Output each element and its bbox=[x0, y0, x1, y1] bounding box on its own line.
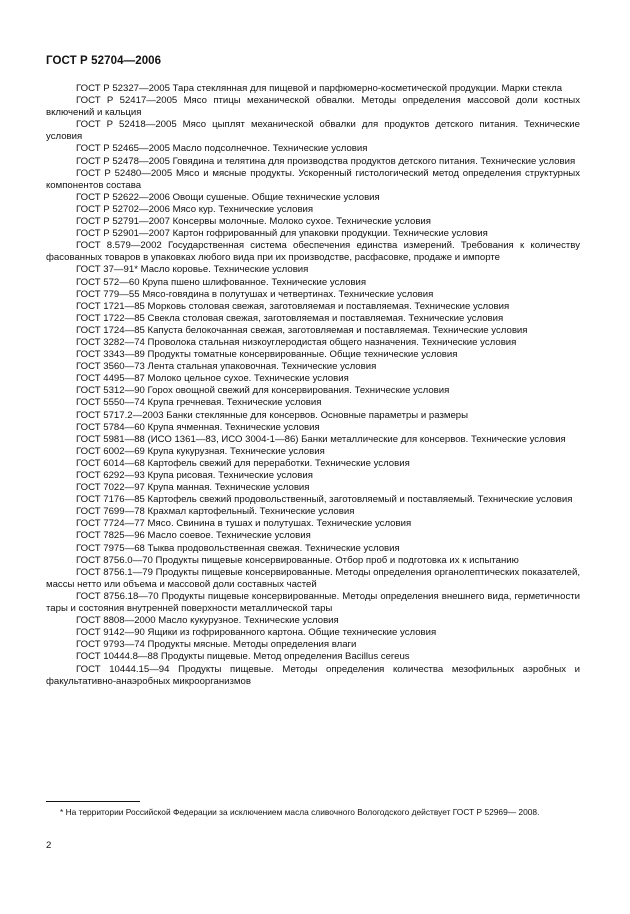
reference-item: ГОСТ 7825—96 Масло соевое. Технические условия bbox=[76, 530, 311, 542]
reference-item: ГОСТ Р 52327—2005 Тара стеклянная для пищевой и парфюмерно-косметической продукции. Марки стекла bbox=[76, 83, 563, 94]
reference-item: ГОСТ Р 52622—2006 Овощи сушеные. Общие технические условия bbox=[76, 191, 380, 203]
reference-item: ГОСТ 3282—74 Проволока стальная низкоуглеродистая общего назначения. Технические условия bbox=[76, 336, 517, 348]
reference-item: ГОСТ Р 52418—2005 Мясо цыплят механической обвалки для продуктов детского питания. Технические условия bbox=[46, 119, 580, 143]
reference-item: ГОСТ 6002—69 Крупа кукурузная. Технические условия bbox=[76, 445, 325, 457]
reference-item: ГОСТ Р 52478—2005 Говядина и телятина для производства продуктов детского питания. Технические условия bbox=[76, 155, 576, 167]
reference-item: ГОСТ 8756.1—79 Продукты пищевые консервированные. Методы определения органолептических показателей, массы нетто или объема и массовой доли составных частей bbox=[46, 566, 580, 590]
reference-item: ГОСТ 3560—73 Лента стальная упаковочная. Технические условия bbox=[76, 361, 377, 373]
reference-item: ГОСТ 37—91* Масло коровье. Технические условия bbox=[76, 264, 309, 276]
reference-item: ГОСТ 5550—74 Крупа гречневая. Технические условия bbox=[76, 397, 322, 409]
document-header: ГОСТ Р 52704—2006 bbox=[46, 55, 162, 67]
reference-item: ГОСТ 5784—60 Крупа ячменная. Технические условия bbox=[76, 421, 320, 433]
reference-item: ГОСТ Р 52791—2007 Консервы молочные. Молоко сухое. Технические условия bbox=[76, 216, 431, 228]
reference-item: ГОСТ Р 52417—2005 Мясо птицы механической обвалки. Методы определения массовой доли костных включений и кальция bbox=[46, 95, 580, 119]
reference-item: ГОСТ 8756.0—70 Продукты пищевые консервированные. Отбор проб и подготовка их к испытанию bbox=[76, 554, 519, 566]
reference-item: ГОСТ 5717.2—2003 Банки стеклянные для консервов. Основные параметры и размеры bbox=[76, 409, 469, 421]
reference-item: ГОСТ Р 52901—2007 Картон гофрированный для упаковки продукции. Технические условия bbox=[76, 228, 488, 240]
reference-item: ГОСТ 7699—78 Крахмал картофельный. Технические условия bbox=[76, 506, 355, 518]
reference-item: ГОСТ 7975—68 Тыква продовольственная свежая. Технические условия bbox=[76, 542, 400, 554]
reference-item: ГОСТ 4495—87 Молоко цельное сухое. Технические условия bbox=[76, 373, 349, 385]
reference-item: ГОСТ 5312—90 Горох овощной свежий для консервирования. Технические условия bbox=[76, 385, 450, 397]
footnote-divider bbox=[46, 801, 140, 802]
reference-item: ГОСТ 9793—74 Продукты мясные. Методы определения влаги bbox=[76, 639, 357, 651]
reference-item: ГОСТ Р 52702—2006 Мясо кур. Технические условия bbox=[76, 203, 314, 215]
normative-references-list bbox=[46, 83, 580, 688]
page-number: 2 bbox=[46, 840, 52, 851]
footnote: * На территории Российской Федерации за исключением масла сливочного Вологодского действует ГОСТ Р 52969— 2008. bbox=[60, 807, 540, 817]
reference-item: ГОСТ 8808—2000 Масло кукурузное. Технические условия bbox=[76, 615, 339, 627]
reference-item: ГОСТ 3343—89 Продукты томатные консервированные. Общие технические условия bbox=[76, 349, 458, 361]
reference-item: ГОСТ 1721—85 Морковь столовая свежая, заготовляемая и поставляемая. Технические условия bbox=[76, 300, 510, 312]
reference-item: ГОСТ 779—55 Мясо-говядина в полутушах и четвертинах. Технические условия bbox=[76, 288, 434, 300]
reference-item: ГОСТ 572—60 Крупа пшено шлифованное. Технические условия bbox=[76, 276, 367, 288]
reference-item: ГОСТ 8756.18—70 Продукты пищевые консервированные. Методы определения внешнего вида, герметичности тары и состояния внутренней поверхности металлической тары bbox=[46, 590, 580, 615]
reference-item: ГОСТ 6014—68 Картофель свежий для переработки. Технические условия bbox=[76, 457, 410, 469]
reference-item: ГОСТ Р 52465—2005 Масло подсолнечное. Технические условия bbox=[76, 143, 368, 155]
reference-item: ГОСТ 7724—77 Мясо. Свинина в тушах и полутушах. Технические условия bbox=[76, 518, 412, 530]
reference-item: ГОСТ 1722—85 Свекла столовая свежая, заготовляемая и поставляемая. Технические условия bbox=[76, 312, 504, 324]
reference-item: ГОСТ 6292—93 Крупа рисовая. Технические условия bbox=[76, 470, 313, 481]
reference-item: ГОСТ 7176—85 Картофель свежий продовольственный, заготовляемый и поставляемый. Технические условия bbox=[76, 494, 573, 506]
reference-item: ГОСТ Р 52480—2005 Мясо и мясные продукты. Ускоренный гистологический метод определения структурных компонентов состава bbox=[46, 167, 580, 191]
reference-item: ГОСТ 8.579—2002 Государственная система обеспечения единства измерений. Требования к количеству фасованных товаров в упаковках любого вида при их производстве, расфасовке, продаже и импорте bbox=[46, 240, 580, 264]
reference-item: ГОСТ 7022—97 Крупа манная. Технические условия bbox=[76, 482, 310, 494]
reference-item: ГОСТ 5981—88 (ИСО 1361—83, ИСО 3004-1—86) Банки металлические для консервов. Технические условия bbox=[76, 433, 566, 445]
reference-item: ГОСТ 1724—85 Капуста белокочанная свежая, заготовляемая и поставляемая. Технические условия bbox=[76, 324, 528, 336]
reference-item: ГОСТ 10444.8—88 Продукты пищевые. Метод определения Bacillus cereus bbox=[76, 651, 410, 663]
reference-item: ГОСТ 9142—90 Ящики из гофрированного картона. Общие технические условия bbox=[76, 627, 437, 639]
reference-item: ГОСТ 10444.15—94 Продукты пищевые. Методы определения количества мезофильных аэробных и факультативно-анаэробных микроорганизмов bbox=[46, 663, 580, 687]
